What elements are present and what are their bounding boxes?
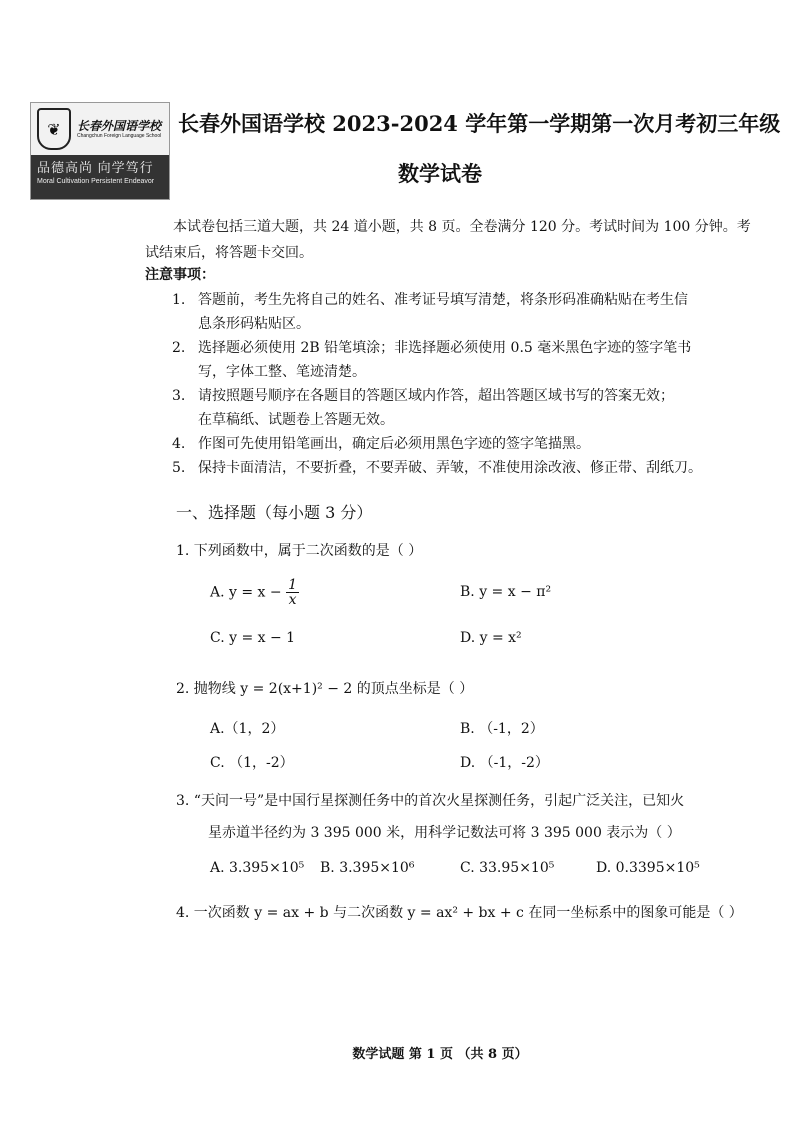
question-1-stem: 1. 下列函数中，属于二次函数的是（ ） [176, 543, 423, 559]
notes-heading: 注意事项： [145, 267, 215, 283]
q2-option-c: C. （1，-2） [210, 755, 294, 771]
note-text: 答题前，考生先将自己的姓名、准考证号填写清楚，将条形码准确粘贴在考生信 [198, 292, 688, 308]
note-text-cont: 写，字体工整、笔迹清楚。 [198, 364, 366, 380]
note-number: 5. [172, 460, 186, 476]
q2-option-a: A.（1，2） [210, 721, 285, 737]
exam-title: 长春外国语学校 2023-2024 学年第一学期第一次月考初三年级 [178, 111, 781, 136]
logo-school-name: 长春外国语学校 [77, 118, 162, 133]
q2-option-d: D. （-1，-2） [460, 755, 549, 771]
note-item [172, 288, 762, 336]
logo-school-name-en: Changchun Foreign Language School [77, 132, 162, 139]
q1-option-d: D. y = x² [460, 630, 522, 646]
page-footer: 数学试题 第 1 页 （共 8 页） [352, 1047, 528, 1062]
q1-option-c: C. y = x − 1 [210, 630, 296, 646]
note-text: 选择题必须使用 2B 铅笔填涂；非选择题必须使用 0.5 毫米黑色字迹的签字笔书 [198, 340, 692, 356]
note-text: 请按照题号顺序在各题目的答题区域内作答，超出答题区域书写的答案无效； [198, 388, 674, 404]
question-3-stem-line1: 3. “天问一号”是中国行星探测任务中的首次火星探测任务，引起广泛关注，已知火 [176, 793, 685, 809]
q3-option-d: D. 0.3395×10⁵ [596, 860, 700, 876]
question-3-stem-line2: 星赤道半径约为 3 395 000 米，用科学记数法可将 3 395 000 表示为（ ） [208, 825, 681, 841]
q1-fraction-denominator: x [288, 592, 297, 608]
notes-list [172, 288, 762, 480]
note-text: 保持卡面清洁，不要折叠，不要弄破、弄皱，不准使用涂改液、修正带、刮纸刀。 [198, 460, 702, 476]
school-crest-icon: ❦ [37, 108, 71, 150]
question-4-stem: 4. 一次函数 y = ax + b 与二次函数 y = ax² + bx + c 在同一坐标系中的图象可能是（ ） [176, 905, 743, 921]
q3-option-a: A. 3.395×10⁵ [210, 860, 305, 876]
motto-cn: 品德高尚 向学笃行 [37, 160, 154, 175]
note-item [172, 432, 762, 456]
q1-fraction [286, 578, 299, 607]
note-text-cont: 在草稿纸、试题卷上答题无效。 [198, 412, 394, 428]
q1-fraction-numerator: 1 [288, 577, 297, 593]
note-item [172, 456, 762, 480]
note-item [172, 384, 762, 432]
note-number: 4. [172, 436, 186, 452]
section-heading-choice: 一、选择题（每小题 3 分） [176, 503, 373, 522]
q2-option-b: B. （-1，2） [460, 721, 544, 737]
q1-option-a [210, 578, 299, 607]
q3-option-c: C. 33.95×10⁵ [460, 860, 555, 876]
note-number: 1. [172, 292, 186, 308]
logo-top [31, 103, 169, 155]
note-number: 3. [172, 388, 186, 404]
note-number: 2. [172, 340, 186, 356]
exam-intro: 本试卷包括三道大题，共 24 道小题，共 8 页。全卷满分 120 分。考试时间为 100 分钟。考试结束后，将答题卡交回。 [145, 219, 751, 261]
q1-option-b: B. y = x − π² [460, 584, 552, 600]
note-text-cont: 息条形码粘贴区。 [198, 316, 310, 332]
q3-option-b: B. 3.395×10⁶ [320, 860, 415, 876]
note-item [172, 336, 762, 384]
exam-subtitle: 数学试卷 [398, 161, 482, 186]
question-2-stem: 2. 抛物线 y = 2(x+1)² − 2 的顶点坐标是（ ） [176, 681, 474, 697]
q1-option-a-text: A. y = x − [210, 584, 287, 601]
motto-en: Moral Cultivation Persistent Endeavor [37, 178, 155, 185]
note-text: 作图可先使用铅笔画出，确定后必须用黑色字迹的签字笔描黑。 [198, 436, 590, 452]
